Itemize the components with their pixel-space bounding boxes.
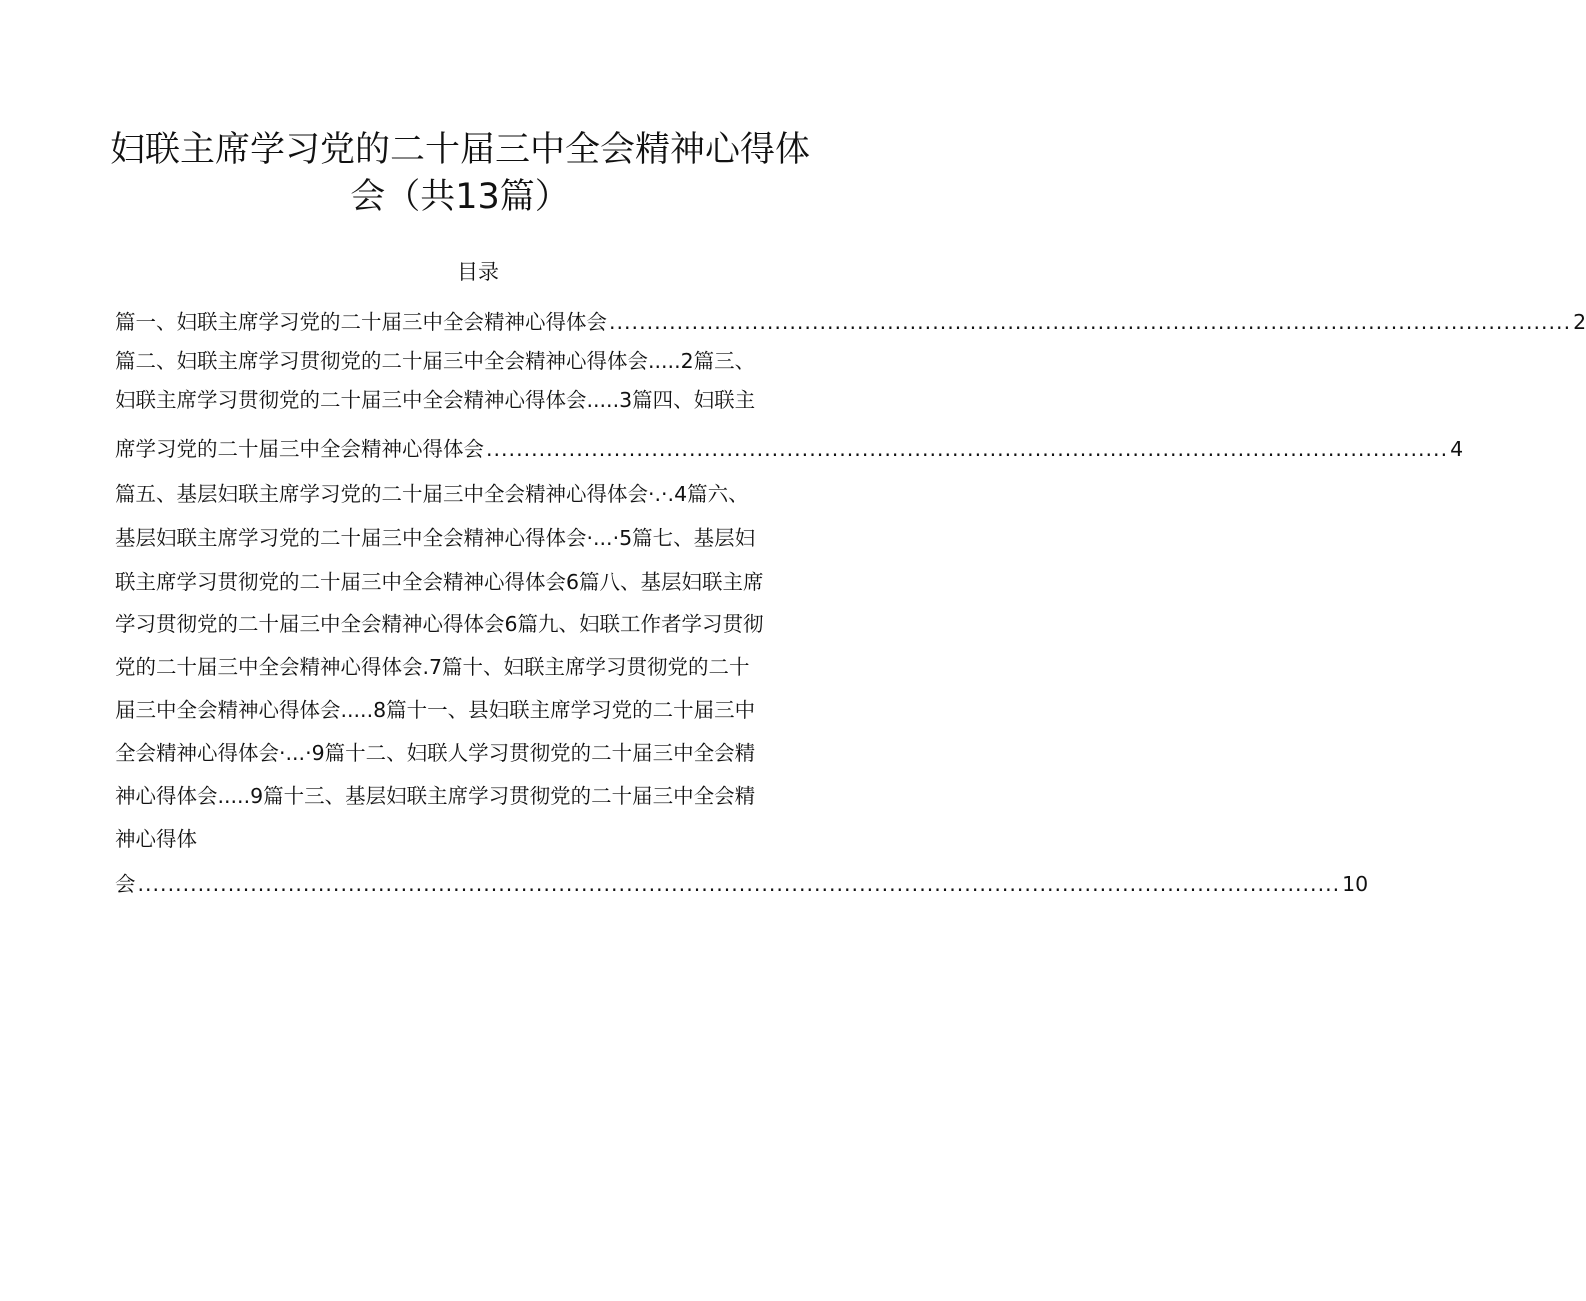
document-title-line-2: 会（共13篇） [350, 177, 570, 217]
toc-entry-text: 席学习党的二十届三中全会精神心得体会 [115, 437, 484, 461]
toc-page-number: 4 [1450, 437, 1464, 461]
toc-entry-text: 篇一、妇联主席学习党的二十届三中全会精神心得体会 [115, 310, 607, 334]
toc-entry[interactable]: 篇五、基层妇联主席学习党的二十届三中全会精神心得体会·.·.4篇六、 [115, 482, 749, 506]
document-title-line-1: 妇联主席学习党的二十届三中全会精神心得体 [109, 130, 810, 170]
toc-entry[interactable]: 党的二十届三中全会精神心得体会.7篇十、妇联主席学习贯彻党的二十 [115, 655, 750, 679]
toc-entry[interactable]: 神心得体 [115, 827, 197, 851]
toc-page-number: 10 [1342, 872, 1369, 896]
toc-leader-dots: ................................................................................................................................ [609, 310, 1572, 334]
toc-entry[interactable] [115, 433, 1464, 465]
toc-entry[interactable] [115, 868, 1369, 900]
toc-leader-dots: ................................................................................................................................ [486, 437, 1449, 461]
toc-entry[interactable]: 基层妇联主席学习党的二十届三中全会精神心得体会·...·5篇七、基层妇 [115, 526, 756, 550]
toc-entry[interactable]: 篇二、妇联主席学习贯彻党的二十届三中全会精神心得体会.....2篇三、 [115, 349, 756, 373]
toc-entry[interactable]: 妇联主席学习贯彻党的二十届三中全会精神心得体会.....3篇四、妇联主 [115, 388, 756, 412]
toc-entry[interactable]: 神心得体会.....9篇十三、基层妇联主席学习贯彻党的二十届三中全会精 [115, 784, 756, 808]
toc-heading: 目录 [457, 260, 499, 284]
toc-entry-text: 会 [115, 872, 136, 896]
toc-entry[interactable]: 学习贯彻党的二十届三中全会精神心得体会6篇九、妇联工作者学习贯彻 [115, 612, 764, 636]
toc-entry[interactable]: 联主席学习贯彻党的二十届三中全会精神心得体会6篇八、基层妇联主席 [115, 570, 764, 594]
toc-entry[interactable]: 全会精神心得体会·...·9篇十二、妇联人学习贯彻党的二十届三中全会精 [115, 741, 756, 765]
toc-leader-dots: ................................................................................................................................................................ [137, 872, 1341, 896]
toc-entry[interactable]: 届三中全会精神心得体会.....8篇十一、县妇联主席学习党的二十届三中 [115, 698, 756, 722]
toc-entry[interactable] [115, 306, 1586, 338]
toc-page-number: 2 [1573, 310, 1586, 334]
